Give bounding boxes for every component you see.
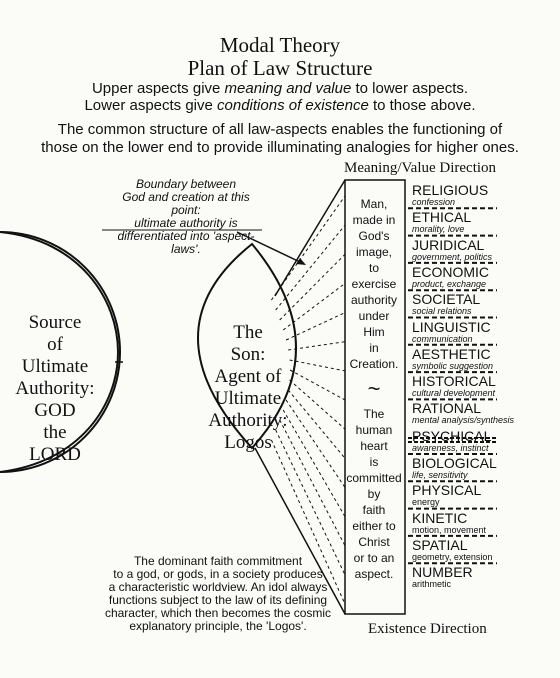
- aspect-row: [412, 565, 560, 589]
- man-column-text: Man, made in God's image, to exercise authority under Him in Creation. ~ The human heart is committed by faith either to Christ or to an aspect.: [346, 197, 402, 581]
- aspect-description: energy: [412, 497, 440, 508]
- aspect-row: [412, 429, 560, 453]
- aspect-name: PSYCHICAL: [412, 427, 492, 444]
- aspect-name: LINGUISTIC: [412, 318, 491, 335]
- aspect-name: RATIONAL: [412, 400, 481, 417]
- aspect-row: [412, 374, 560, 398]
- aspect-row: [412, 238, 560, 262]
- aspect-description: social relations: [412, 306, 472, 317]
- aspect-row: [412, 511, 560, 535]
- aspect-name: SPATIAL: [412, 536, 468, 553]
- aspect-name: NUMBER: [412, 564, 473, 581]
- aspect-description: symbolic suggestion: [412, 360, 494, 371]
- aspect-description: product, exchange: [412, 278, 487, 289]
- fan-line: [280, 254, 345, 320]
- son-label: The Son: Agent of Ultimate Authority: Logos: [208, 322, 288, 453]
- aspect-description: cultural development: [412, 388, 496, 399]
- aspect-row: [412, 265, 560, 289]
- aspect-name: KINETIC: [412, 509, 468, 526]
- aspect-description: arithmetic: [412, 579, 452, 590]
- existence-direction-label: Existence Direction: [368, 621, 487, 637]
- aspect-description: motion, movement: [412, 524, 487, 535]
- diagram-subtitle: Plan of Law Structure: [187, 56, 373, 80]
- boundary-note: Boundary between God and creation at this point: ultimate authority is differentiated into 'aspect-laws'.: [117, 177, 255, 256]
- aspect-description: morality, love: [412, 224, 465, 235]
- aspect-description: mental analysis/synthesis: [412, 415, 515, 426]
- source-label: Source of Ultimate Authority: GOD the LORD: [15, 312, 95, 465]
- faith-note: The dominant faith commitment to a god, or gods, in a society produces a characteristic worldview. An idol always functions subject to the law of its defining character, which then becomes the cosmic explanatory principle, the 'Logos'.: [104, 554, 332, 633]
- aspect-row: [412, 320, 560, 344]
- aspect-description: confession: [412, 197, 456, 207]
- aspect-row: [412, 210, 560, 234]
- fan-line: [271, 196, 345, 300]
- intro-line-2: Lower aspects give conditions of existence to those above.: [84, 97, 476, 114]
- aspect-name: PHYSICAL: [412, 482, 482, 499]
- aspect-description: government, politics: [412, 251, 493, 262]
- aspect-description: life, sensitivity: [412, 470, 468, 480]
- aspect-description: awareness, instinct: [412, 442, 489, 453]
- intro-line-4: those on the lower end to provide illuminating analogies for higher ones.: [41, 139, 519, 156]
- aspect-name: ETHICAL: [412, 209, 472, 226]
- aspect-description: geometry, extension: [412, 551, 493, 562]
- aspect-name: ECONOMIC: [412, 263, 489, 280]
- tilde-separator: ~: [367, 376, 381, 401]
- aspect-row: [412, 456, 560, 480]
- aspect-name: JURIDICAL: [412, 236, 485, 253]
- intro-line-1: Upper aspects give meaning and value to lower aspects.: [91, 80, 469, 97]
- aspect-row: [412, 347, 560, 371]
- aspect-description: communication: [412, 333, 473, 344]
- aspect-row: [412, 292, 560, 316]
- aspect-row: [412, 483, 560, 507]
- aspect-name: HISTORICAL: [412, 373, 496, 390]
- diagram-title: Modal Theory: [219, 33, 341, 57]
- aspect-row: [412, 401, 560, 425]
- meaning-direction-label: Meaning/Value Direction: [344, 160, 497, 176]
- aspect-name: AESTHETIC: [412, 345, 491, 362]
- aspect-row: [412, 183, 560, 207]
- aspect-name: BIOLOGICAL: [412, 455, 497, 471]
- aspect-name: SOCIETAL: [412, 291, 481, 308]
- aspect-name: RELIGIOUS: [412, 182, 489, 198]
- intro-line-3: The common structure of all law-aspects enables the functioning of: [57, 121, 503, 138]
- aspect-row: [412, 538, 560, 562]
